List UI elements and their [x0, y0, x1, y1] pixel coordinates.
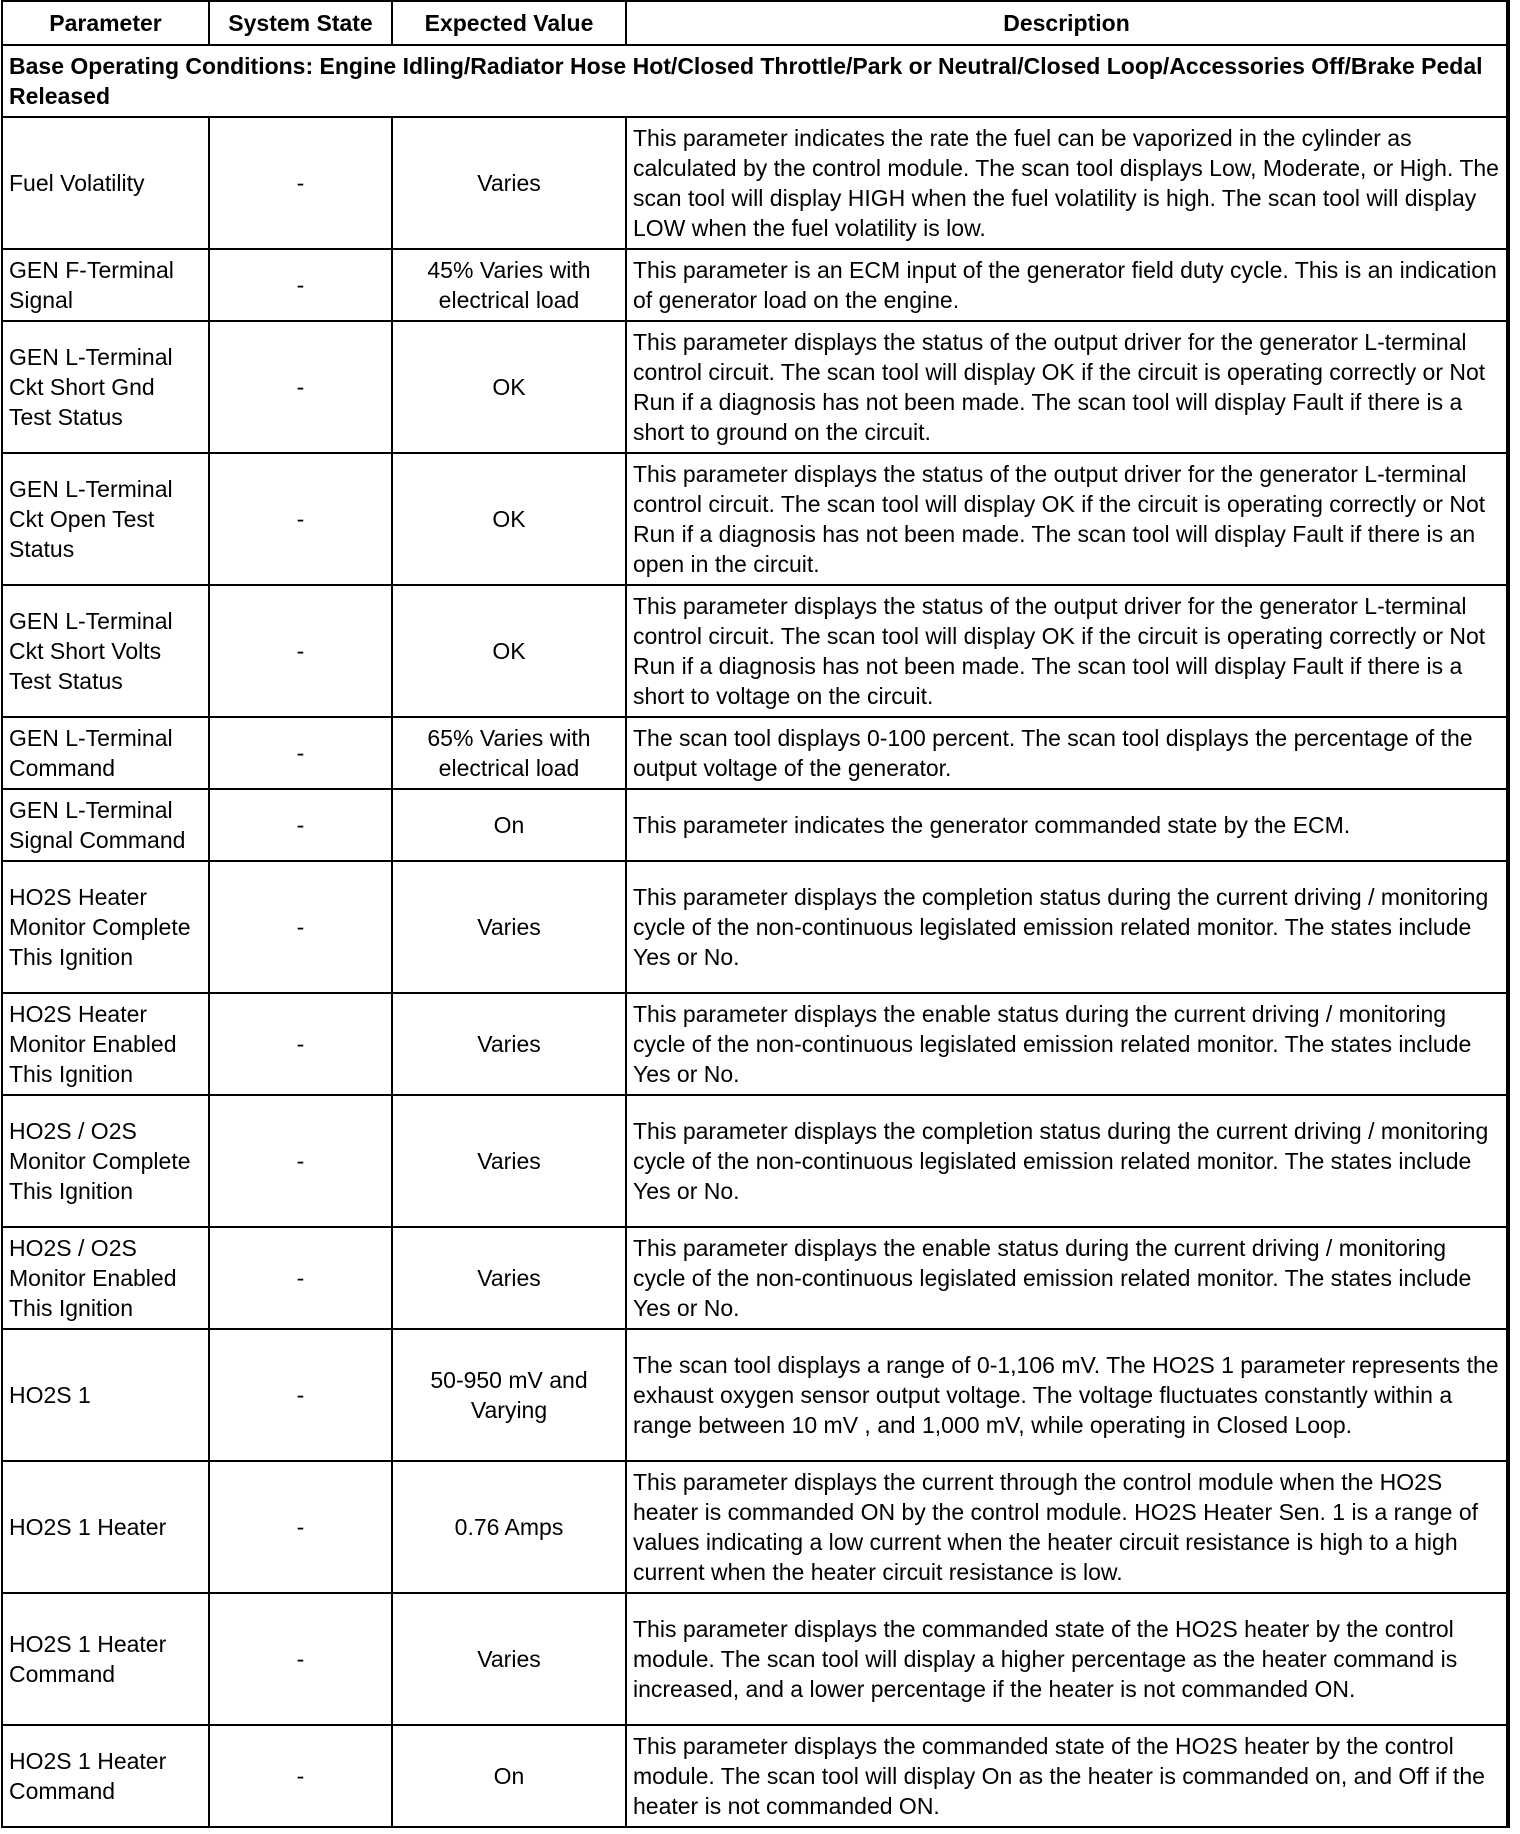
state-cell: -: [209, 585, 392, 717]
param-cell: GEN L-Terminal Ckt Short Gnd Test Status: [2, 321, 209, 453]
expected-cell: 65% Varies with electrical load: [392, 717, 626, 789]
parameter-table: [1, 0, 1510, 1828]
expected-cell: OK: [392, 453, 626, 585]
expected-cell: Varies: [392, 1593, 626, 1725]
base-operating-conditions: Base Operating Conditions: Engine Idling/Radiator Hose Hot/Closed Throttle/Park or Neutral/Closed Loop/Accessories Off/Brake Pedal Released: [2, 45, 1508, 117]
description-cell: The scan tool displays a range of 0-1,106 mV. The HO2S 1 parameter represents the exhaust oxygen sensor output voltage. The voltage fluctuates constantly within a range between 10 mV , and 1,000 mV, while operating in Closed Loop.: [626, 1329, 1508, 1461]
state-cell: -: [209, 993, 392, 1095]
expected-cell: 50-950 mV and Varying: [392, 1329, 626, 1461]
state-cell: -: [209, 321, 392, 453]
state-cell: -: [209, 1593, 392, 1725]
param-cell: HO2S 1 Heater Command: [2, 1725, 209, 1827]
table-row: [2, 321, 1508, 453]
table-row: [2, 1227, 1508, 1329]
expected-cell: OK: [392, 585, 626, 717]
param-cell: HO2S / O2S Monitor Complete This Ignition: [2, 1095, 209, 1227]
description-cell: This parameter displays the enable status during the current driving / monitoring cycle of the non-continuous legislated emission related monitor. The states include Yes or No.: [626, 993, 1508, 1095]
table-row: [2, 789, 1508, 861]
description-cell: This parameter is an ECM input of the generator field duty cycle. This is an indication of generator load on the engine.: [626, 249, 1508, 321]
expected-cell: Varies: [392, 117, 626, 249]
param-cell: HO2S 1: [2, 1329, 209, 1461]
table-row: [2, 1329, 1508, 1461]
expected-cell: Varies: [392, 861, 626, 993]
description-cell: This parameter displays the current through the control module when the HO2S heater is commanded ON by the control module. HO2S Heater Sen. 1 is a range of values indicating a low current when the heater circuit resistance is high to a high current when the heater circuit resistance is low.: [626, 1461, 1508, 1593]
description-cell: This parameter displays the enable status during the current driving / monitoring cycle of the non-continuous legislated emission related monitor. The states include Yes or No.: [626, 1227, 1508, 1329]
header-expected-value: Expected Value: [392, 1, 626, 45]
state-cell: -: [209, 117, 392, 249]
table-row: [2, 1095, 1508, 1227]
table-row: [2, 1593, 1508, 1725]
table-row: [2, 1725, 1508, 1827]
expected-cell: 45% Varies with electrical load: [392, 249, 626, 321]
header-description: Description: [626, 1, 1508, 45]
param-cell: HO2S / O2S Monitor Enabled This Ignition: [2, 1227, 209, 1329]
state-cell: -: [209, 1329, 392, 1461]
expected-cell: On: [392, 1725, 626, 1827]
description-cell: This parameter indicates the rate the fuel can be vaporized in the cylinder as calculated by the control module. The scan tool displays Low, Moderate, or High. The scan tool will display HIGH when the fuel volatility is high. The scan tool will display LOW when the fuel volatility is low.: [626, 117, 1508, 249]
table-row: [2, 453, 1508, 585]
state-cell: -: [209, 717, 392, 789]
param-cell: HO2S 1 Heater: [2, 1461, 209, 1593]
description-cell: The scan tool displays 0-100 percent. The scan tool displays the percentage of the output voltage of the generator.: [626, 717, 1508, 789]
param-cell: HO2S 1 Heater Command: [2, 1593, 209, 1725]
state-cell: -: [209, 1461, 392, 1593]
expected-cell: Varies: [392, 1095, 626, 1227]
param-cell: GEN L-Terminal Ckt Short Volts Test Status: [2, 585, 209, 717]
param-cell: Fuel Volatility: [2, 117, 209, 249]
header-parameter: Parameter: [2, 1, 209, 45]
description-cell: This parameter indicates the generator commanded state by the ECM.: [626, 789, 1508, 861]
description-cell: This parameter displays the status of the output driver for the generator L-terminal control circuit. The scan tool will display OK if the circuit is operating correctly or Not Run if a diagnosis has not been made. The scan tool will display Fault if there is an open in the circuit.: [626, 453, 1508, 585]
state-cell: -: [209, 861, 392, 993]
description-cell: This parameter displays the status of the output driver for the generator L-terminal control circuit. The scan tool will display OK if the circuit is operating correctly or Not Run if a diagnosis has not been made. The scan tool will display Fault if there is a short to voltage on the circuit.: [626, 585, 1508, 717]
table-row: [2, 861, 1508, 993]
expected-cell: On: [392, 789, 626, 861]
state-cell: -: [209, 1227, 392, 1329]
description-cell: This parameter displays the status of the output driver for the generator L-terminal control circuit. The scan tool will display OK if the circuit is operating correctly or Not Run if a diagnosis has not been made. The scan tool will display Fault if there is a short to ground on the circuit.: [626, 321, 1508, 453]
expected-cell: Varies: [392, 993, 626, 1095]
param-cell: GEN L-Terminal Signal Command: [2, 789, 209, 861]
conditions-row: [2, 45, 1508, 117]
state-cell: -: [209, 1725, 392, 1827]
expected-cell: 0.76 Amps: [392, 1461, 626, 1593]
expected-cell: Varies: [392, 1227, 626, 1329]
description-cell: This parameter displays the completion status during the current driving / monitoring cycle of the non-continuous legislated emission related monitor. The states include Yes or No.: [626, 1095, 1508, 1227]
state-cell: -: [209, 249, 392, 321]
param-cell: GEN L-Terminal Command: [2, 717, 209, 789]
header-system-state: System State: [209, 1, 392, 45]
param-cell: GEN F-Terminal Signal: [2, 249, 209, 321]
state-cell: -: [209, 1095, 392, 1227]
header-row: [2, 1, 1508, 45]
table-row: [2, 993, 1508, 1095]
state-cell: -: [209, 453, 392, 585]
state-cell: -: [209, 789, 392, 861]
param-cell: HO2S Heater Monitor Complete This Ignition: [2, 861, 209, 993]
table-row: [2, 249, 1508, 321]
description-cell: This parameter displays the completion status during the current driving / monitoring cycle of the non-continuous legislated emission related monitor. The states include Yes or No.: [626, 861, 1508, 993]
description-cell: This parameter displays the commanded state of the HO2S heater by the control module. The scan tool will display a higher percentage as the heater command is increased, and a lower percentage if the heater is not commanded ON.: [626, 1593, 1508, 1725]
param-cell: HO2S Heater Monitor Enabled This Ignition: [2, 993, 209, 1095]
param-cell: GEN L-Terminal Ckt Open Test Status: [2, 453, 209, 585]
table-row: [2, 717, 1508, 789]
description-cell: This parameter displays the commanded state of the HO2S heater by the control module. The scan tool will display On as the heater is commanded on, and Off if the heater is not commanded ON.: [626, 1725, 1508, 1827]
table-row: [2, 1461, 1508, 1593]
expected-cell: OK: [392, 321, 626, 453]
table-row: [2, 117, 1508, 249]
table-row: [2, 585, 1508, 717]
